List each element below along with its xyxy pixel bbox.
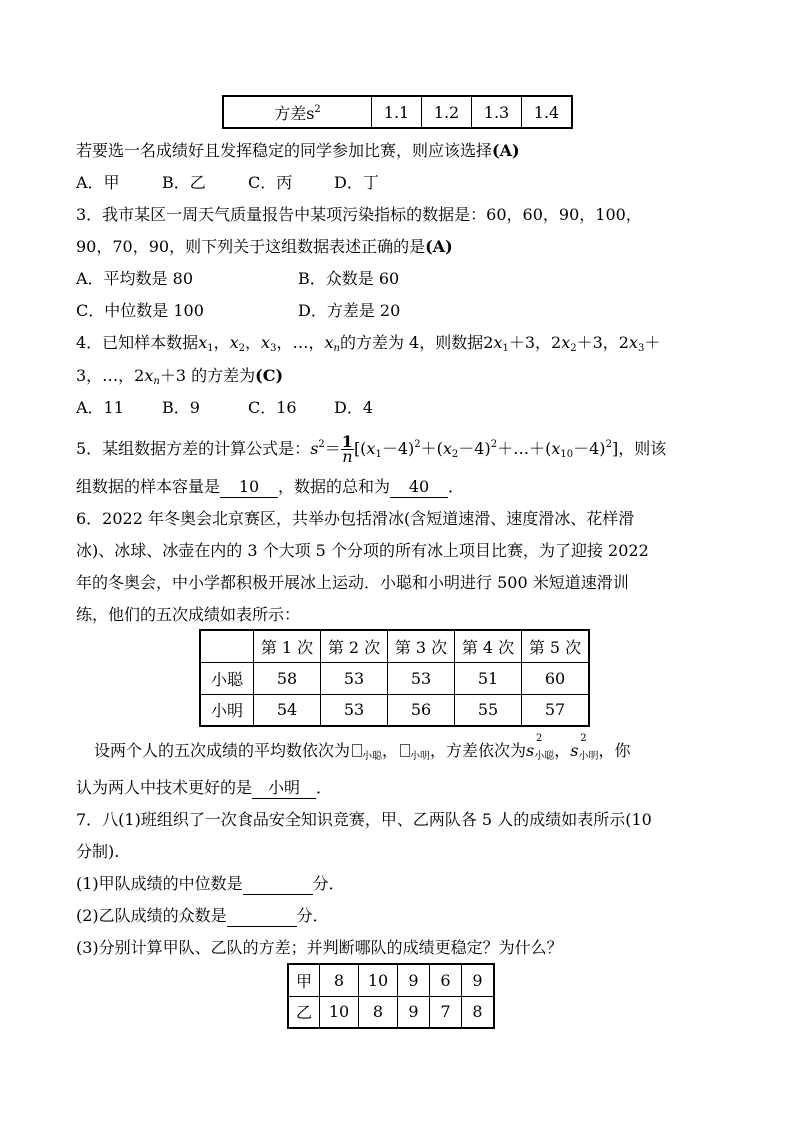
table-cell: 10 [359,964,398,996]
q6-line1: 6．2022 年冬奥会北京赛区，共举办包括滑冰(含短道速滑、速度滑冰、花样滑 [76,509,635,528]
table-cell: 60 [522,662,590,694]
table-cell: 58 [254,662,321,694]
table-cell: 53 [321,662,388,694]
q6-line4: 练，他们的五次成绩如表所示： [76,605,301,624]
q7-part2: (2)乙队成绩的众数是 分． [76,906,329,925]
q2-answer: (A) [492,141,520,160]
option-c: C．中位数是 100 [76,301,204,320]
q7-part3: (3)分别计算甲队、乙队的方差；并判断哪队的成绩更稳定？为什么？ [76,938,563,957]
option-b: B．乙 [162,173,206,192]
option-a: A．11 [76,398,124,417]
option-d: D．丁 [334,173,379,192]
option-b: B．9 [162,398,200,417]
answer-blank-mode [227,906,297,927]
q7-line1: 7．八(1)班组织了一次食品安全知识竞赛，甲、乙两队各 5 人的成绩如表所示(10 [76,810,652,829]
table-row [288,996,494,1028]
q3-line2: 90，70，90，则下列关于这组数据表述正确的是(A) [76,237,453,256]
row-name: 小聪 [200,662,254,694]
variance-header: 方差$s^2$ [223,96,372,128]
answer-blank-median [243,874,313,895]
table-cell: 8 [359,996,398,1028]
table-cell: 9 [398,964,430,996]
option-d: D．方差是 20 [298,301,401,320]
option-d: D．4 [334,398,374,417]
q6-line5: 设两个人的五次成绩的平均数依次为 $_{小聪}$， $_{小明}$，方差依次为s 2 $_{小聪}$，s 2 $_{小明}$，你 [94,733,631,762]
variance-table [222,95,573,129]
table-cell: 7 [430,996,462,1028]
table-cell: 57 [522,694,590,726]
table-cell: 10 [320,996,359,1028]
variance-value: 1.2 [422,96,472,128]
table-cell: 56 [388,694,455,726]
variance-value: 1.1 [372,96,422,128]
table-row [200,662,589,694]
table-header-cell: 第 1 次 [254,630,321,662]
option-c: C．16 [248,398,297,417]
option-b: B．众数是 60 [298,269,400,288]
row-name: 乙 [288,996,320,1028]
option-a: A．甲 [76,173,120,192]
row-name: 小明 [200,694,254,726]
table-cell: 51 [455,662,522,694]
table-cell: 6 [430,964,462,996]
q7-part1: (1)甲队成绩的中位数是 分． [76,874,345,893]
mean-placeholder-icon [352,744,362,757]
q4-line2: 3，…，$2x_n+3$ 的方差为(C) [76,366,284,387]
q2-options [76,173,379,193]
variance-value: 1.3 [472,96,522,128]
q4-line1: 4．已知样本数据$x_1$，$x_2$，$x_3$，…，$x_n$的方差为 4，则数据$2x_1+3$，$2x_2+3$，$2x_3+$ [76,333,661,354]
q5-line2: 组数据的样本容量是 10 ，数据的总和为 40 ． [76,477,465,496]
table-cell: 9 [398,996,430,1028]
variance-value: 1.4 [522,96,573,128]
q5-line1: 5．某组数据方差的计算公式是：$s^2=$ $\frac{1}{n}$ $[(x_1-4)^2+(x_2-4)^2+\dots+(x_{10}-4)^2]$，则该 [76,432,667,466]
answer-blank-sum: 40 [390,477,448,498]
fraction: $\frac{1}{n}$ [341,432,353,466]
table-cell: 8 [462,996,495,1028]
table-header-cell: 第 2 次 [321,630,388,662]
team-scores-table [287,963,495,1029]
option-a: A．平均数是 80 [76,269,194,288]
table-cell: 9 [462,964,495,996]
q6-line2: 冰)、冰球、冰壶在内的 3 个大项 5 个分项的所有冰上项目比赛，为了迎接 2022 [76,541,649,560]
q6-line6: 认为两人中技术更好的是 小明 ． [76,778,333,797]
table-header-cell [200,630,254,662]
q4-answer: (C) [255,366,284,385]
q7-line2: 分制). [76,842,120,861]
mean-placeholder-icon [400,744,410,757]
q3-options-row1 [76,269,399,289]
q6-line3: 年的冬奥会，中小学都积极开展冰上运动．小聪和小明进行 500 米短道速滑训 [76,573,629,592]
table-cell: 53 [321,694,388,726]
option-c: C．丙 [248,173,293,192]
table-cell: 53 [388,662,455,694]
q2-stem: 若要选一名成绩好且发挥稳定的同学参加比赛，则应该选择(A) [76,141,520,160]
q3-answer: (A) [425,237,453,256]
answer-blank-better: 小明 [252,778,316,799]
table-header-cell: 第 5 次 [522,630,590,662]
q4-options [76,398,373,418]
table-header-cell: 第 4 次 [455,630,522,662]
q3-line1: 3．我市某区一周天气质量报告中某项污染指标的数据是：60，60，90，100， [76,205,642,224]
scores-table [199,629,590,727]
table-row [288,964,494,996]
table-cell: 55 [455,694,522,726]
q3-options-row2 [76,301,400,321]
answer-blank-sample-size: 10 [220,477,278,498]
table-row [200,694,589,726]
table-cell: 8 [320,964,359,996]
row-name: 甲 [288,964,320,996]
table-header-cell: 第 3 次 [388,630,455,662]
table-cell: 54 [254,694,321,726]
